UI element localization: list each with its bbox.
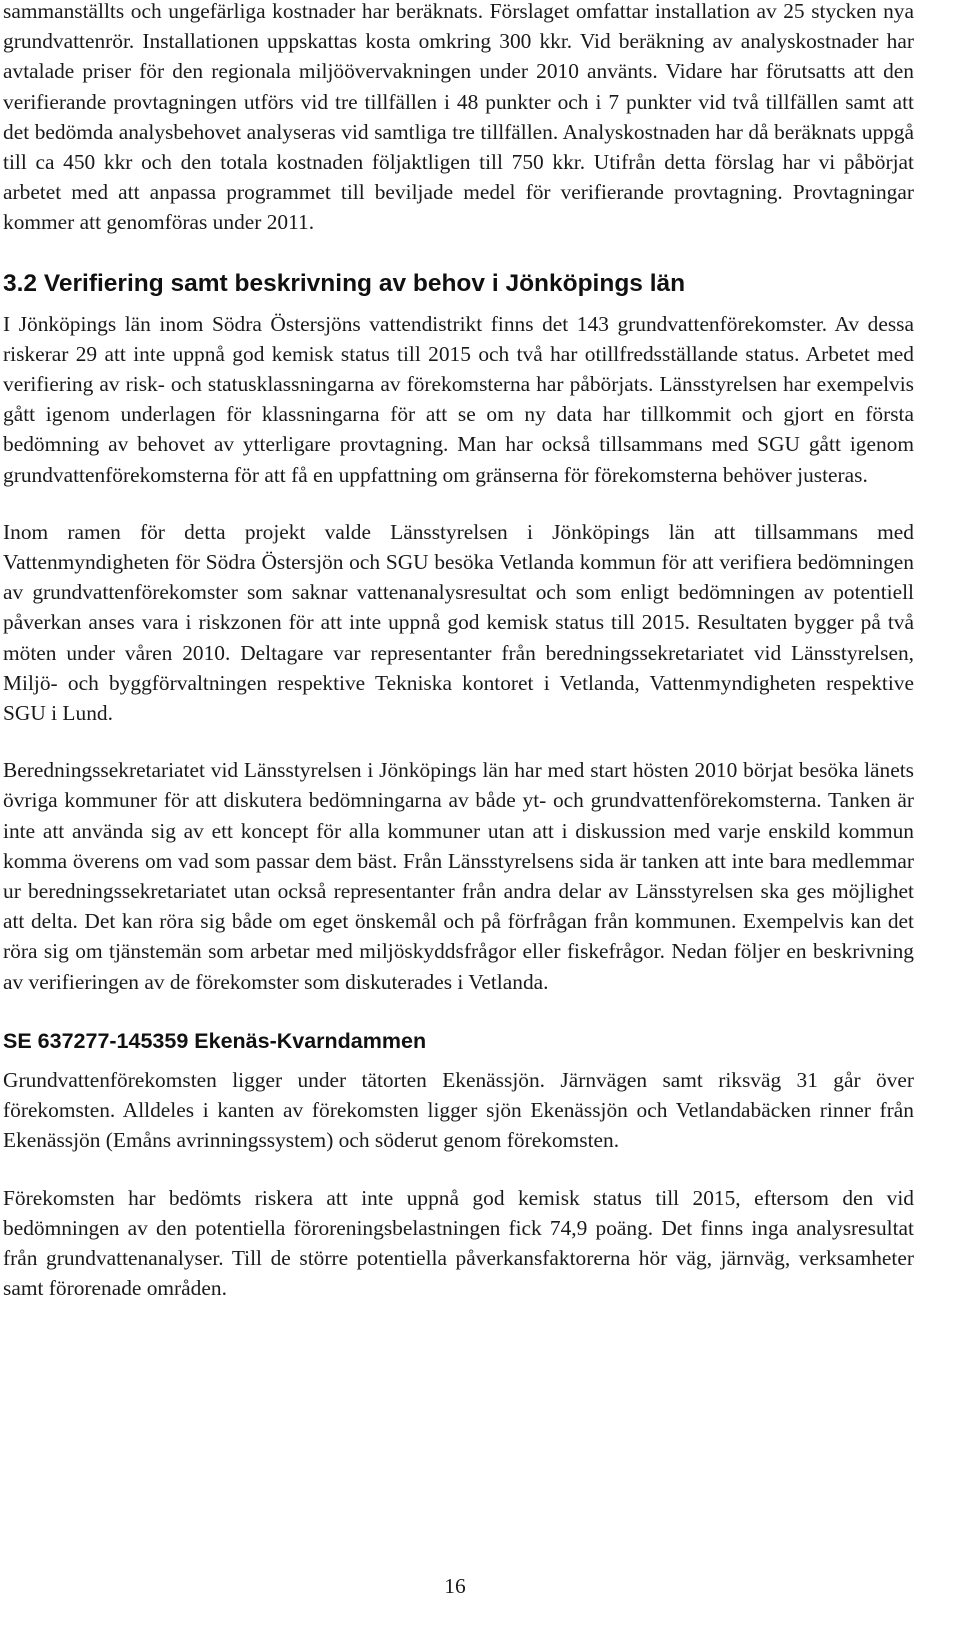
text-column: [3, 0, 914, 1303]
subsection-heading: SE 637277-145359 Ekenäs-Kvarndammen: [3, 1028, 427, 1053]
section-paragraph-1: I Jönköpings län inom Södra Östersjöns vattendistrikt finns det 143 grundvattenförekomster. Av dessa riskerar 29 att inte uppnå god kemisk status till 2015 och två har otillfredsställande status. Arbetet med verifiering av risk- och statusklassningarna av förekomsterna har påbörjats. Länsstyrelsen har exempelvis gått igenom underlagen för klassningarna för att se om ny data har tillkommit och gjort en första bedömning av behovet av ytterligare provtagning. Man har också tillsammans med SGU gått igenom grundvattenförekomsterna för att få en uppfattning om gränserna för förekomsterna behöver justeras.: [3, 311, 914, 487]
subsection-paragraph-2: Förekomsten har bedömts riskera att inte uppnå god kemisk status till 2015, eftersom den vid bedömningen av den potentiella föroreningsbelastningen fick 74,9 poäng. Det finns inga analysresultat från grundvattenanalyser. Till de större potentiella påverkansfaktorerna hör väg, järnväg, verksamheter samt förorenade områden.: [3, 1185, 914, 1301]
section-heading: 3.2 Verifiering samt beskrivning av behov i Jönköpings län: [3, 269, 686, 297]
subsection-paragraph-1: Grundvattenförekomsten ligger under tätorten Ekenässjön. Järnvägen samt riksväg 31 går över förekomsten. Alldeles i kanten av förekomsten ligger sjön Ekenässjön och Vetlandabäcken rinner från Ekenässjön (Emåns avrinningssystem) och söderut genom förekomsten.: [3, 1067, 914, 1153]
page-number: 16: [444, 1574, 466, 1598]
section-paragraph-2: Inom ramen för detta projekt valde Länsstyrelsen i Jönköpings län att tillsammans med Vattenmyndigheten för Södra Östersjön och SGU besöka Vetlanda kommun för att verifiera bedömningen av grundvattenförekomster som saknar vattenanalysresultat och som enligt bedömningen av potentiell påverkan anses vara i riskzonen för att inte uppnå god kemisk status till 2015. Resultaten bygger på två möten under våren 2010. Deltagare var representanter från beredningssekretariatet vid Länsstyrelsen, Miljö- och byggförvaltningen respektive Tekniska kontoret i Vetlanda, Vattenmyndigheten respektive SGU i Lund.: [3, 519, 914, 726]
section-paragraph-3: Beredningssekretariatet vid Länsstyrelsen i Jönköpings län har med start hösten 2010 börjat besöka länets övriga kommuner för att diskutera bedömningarna av både yt- och grundvattenförekomsterna. Tanken är inte att använda sig av ett koncept för alla kommuner utan att i diskussion med varje enskild kommun komma överens om vad som passar dem bäst. Från Länsstyrelsens sida är tanken att inte bara medlemmar ur beredningssekretariatet utan också representanter från andra delar av Länsstyrelsen ska ges möjlighet att delta. Det kan röra sig både om eget önskemål och på förfrågan från kommunen. Exempelvis kan det röra sig om tjänstemän som arbetar med miljöskyddsfrågor eller fiskefrågor. Nedan följer en beskrivning av verifieringen av de förekomster som diskuterades i Vetlanda.: [3, 758, 914, 994]
intro-paragraph: sammanställts och ungefärliga kostnader har beräknats. Förslaget omfattar installation av 25 stycken nya grundvattenrör. Installationen uppskattas kosta omkring 300 kkr. Vid beräkning av analyskostnader har avtalade priser för den regionala miljöövervakningen under 2010 använts. Vidare har förutsatts att den verifierande provtagningen utförs vid tre tillfällen i 48 punkter och i 7 punkter vid två tillfällen samt att det bedömda analysbehovet analyseras vid samtliga tre tillfällen. Analyskostnaden har då beräknats uppgå till ca 450 kkr och den totala kostnaden följaktligen till 750 kkr. Utifrån detta förslag har vi påbörjat arbetet med att anpassa programmet till beviljade medel för verifierande provtagning. Provtagningar kommer att genomföras under 2011.: [3, 0, 914, 235]
